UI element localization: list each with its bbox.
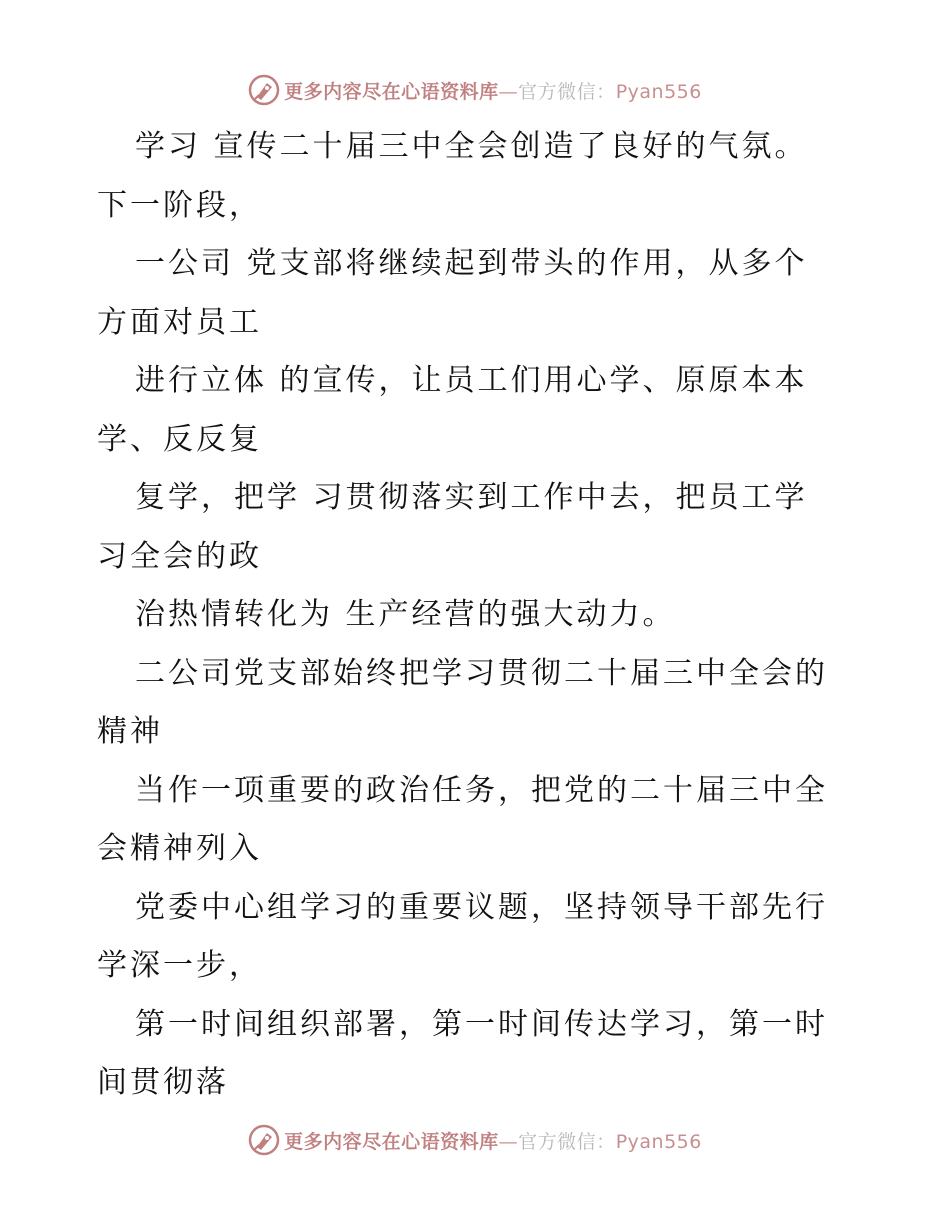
- text-line: 会精神列入: [97, 831, 262, 866]
- banner-wechat-label: 官方微信：: [518, 1130, 616, 1153]
- banner-dash: —: [498, 80, 519, 103]
- banner-dash: —: [498, 1130, 519, 1153]
- text-line: 学深一步，: [97, 948, 262, 983]
- text-line: 方面对员工: [97, 304, 262, 340]
- text-line: 学习 宣传二十届三中全会创造了良好的气氛。: [135, 129, 808, 164]
- text-line: 习全会的政: [97, 538, 262, 574]
- text-line: 精神: [97, 714, 163, 749]
- text-line: 一公司 党支部将继续起到带头的作用，从多个: [135, 246, 808, 281]
- banner-wechat-id: Pyan556: [615, 80, 702, 103]
- banner-brand: 更多内容尽在心语资料库: [284, 1130, 499, 1153]
- text-line: 二公司党支部始终把学习贯彻二十届三中全会的: [135, 655, 828, 691]
- banner-text: [284, 77, 702, 104]
- text-line: 当作一项重要的政治任务，把党的二十届三中全: [135, 772, 828, 808]
- document-body: [97, 118, 867, 1113]
- pen-nib-logo-icon: [248, 1124, 280, 1156]
- banner-brand: 更多内容尽在心语资料库: [284, 80, 499, 103]
- footer-banner: [0, 1120, 950, 1160]
- text-line: 复学，把学 习贯彻落实到工作中去，把员工学: [135, 480, 808, 515]
- text-line: 学、反反复: [97, 421, 262, 457]
- banner-wechat-label: 官方微信：: [518, 80, 616, 103]
- text-line: 治热情转化为 生产经营的强大动力。: [135, 597, 676, 632]
- text-line: 第一时间组织部署，第一时间传达学习，第一时: [135, 1006, 828, 1042]
- text-line: 下一阶段，: [97, 187, 262, 223]
- header-banner: [0, 70, 950, 110]
- banner-wechat-id: Pyan556: [615, 1130, 702, 1153]
- text-line: 间贯彻落: [97, 1065, 229, 1100]
- text-line: 进行立体 的宣传，让员工们用心学、原原本本: [135, 363, 808, 398]
- text-line: 党委中心组学习的重要议题，坚持领导干部先行: [135, 889, 828, 925]
- banner-text: [284, 1127, 702, 1154]
- pen-nib-logo-icon: [248, 74, 280, 106]
